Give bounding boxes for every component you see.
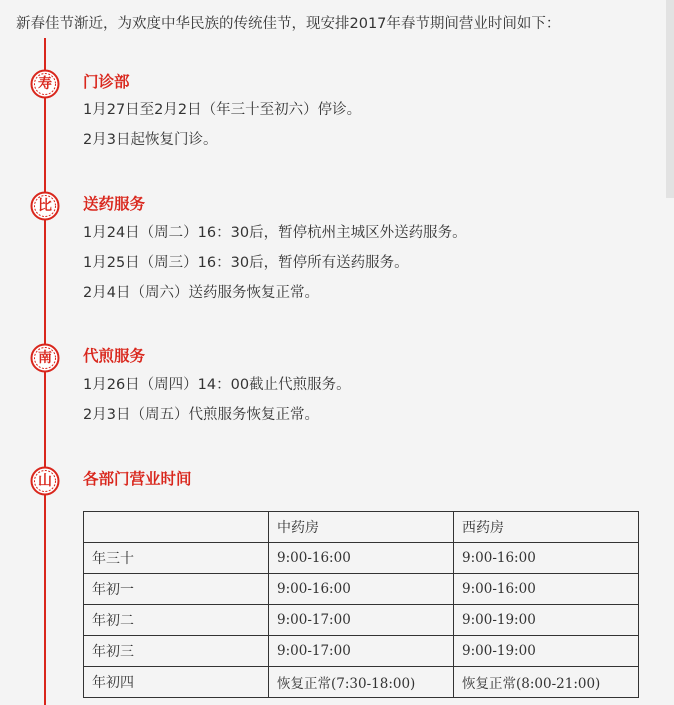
section-title-delivery: 送药服务 xyxy=(83,195,146,213)
section-line: 1月25日（周三）16：30后，暂停所有送药服务。 xyxy=(83,255,409,271)
table-cell-day: 年初一 xyxy=(84,574,269,605)
section-line: 1月26日（周四）14：00截止代煎服务。 xyxy=(83,377,351,393)
table-header-cell xyxy=(84,512,269,543)
table-row xyxy=(84,543,639,574)
table-header-row xyxy=(84,512,639,543)
table-cell-western-pharmacy: 9:00-16:00 xyxy=(454,574,639,605)
badge-shou xyxy=(30,69,60,99)
table-row xyxy=(84,605,639,636)
table-row xyxy=(84,574,639,605)
badge-bi xyxy=(30,191,60,221)
section-title-clinic: 门诊部 xyxy=(83,73,130,91)
section-line: 1月24日（周二）16：30后，暂停杭州主城区外送药服务。 xyxy=(83,225,467,241)
section-line: 2月3日起恢复门诊。 xyxy=(83,132,218,148)
table-cell-chinese-pharmacy: 9:00-17:00 xyxy=(269,636,454,667)
table-header-cell: 中药房 xyxy=(269,512,454,543)
scrollbar-edge[interactable] xyxy=(666,0,674,198)
hours-table xyxy=(83,511,639,698)
table-cell-day: 年初三 xyxy=(84,636,269,667)
table-cell-day: 年初四 xyxy=(84,667,269,698)
table-cell-day: 年初二 xyxy=(84,605,269,636)
table-header-cell: 西药房 xyxy=(454,512,639,543)
section-line: 2月4日（周六）送药服务恢复正常。 xyxy=(83,285,319,301)
table-cell-chinese-pharmacy: 9:00-17:00 xyxy=(269,605,454,636)
badge-shan xyxy=(30,466,60,496)
table-cell-chinese-pharmacy: 9:00-16:00 xyxy=(269,543,454,574)
table-cell-western-pharmacy: 9:00-19:00 xyxy=(454,636,639,667)
table-row xyxy=(84,636,639,667)
badge-char: 比 xyxy=(38,198,52,214)
section-title-hours: 各部门营业时间 xyxy=(83,470,192,488)
badge-char: 寿 xyxy=(38,76,52,92)
badge-char: 南 xyxy=(38,350,52,366)
table-cell-western-pharmacy: 恢复正常(8:00-21:00) xyxy=(454,667,639,698)
badge-char: 山 xyxy=(38,473,52,489)
table-cell-chinese-pharmacy: 9:00-16:00 xyxy=(269,574,454,605)
table-cell-western-pharmacy: 9:00-19:00 xyxy=(454,605,639,636)
table-cell-day: 年三十 xyxy=(84,543,269,574)
intro-text: 新春佳节渐近，为欢度中华民族的传统佳节，现安排2017年春节期间营业时间如下： xyxy=(16,16,561,32)
section-title-decoction: 代煎服务 xyxy=(83,347,146,365)
badge-nan xyxy=(30,343,60,373)
section-line: 2月3日（周五）代煎服务恢复正常。 xyxy=(83,407,319,423)
table-cell-chinese-pharmacy: 恢复正常(7:30-18:00) xyxy=(269,667,454,698)
table-row xyxy=(84,667,639,698)
table-cell-western-pharmacy: 9:00-16:00 xyxy=(454,543,639,574)
section-line: 1月27日至2月2日（年三十至初六）停诊。 xyxy=(83,102,362,118)
